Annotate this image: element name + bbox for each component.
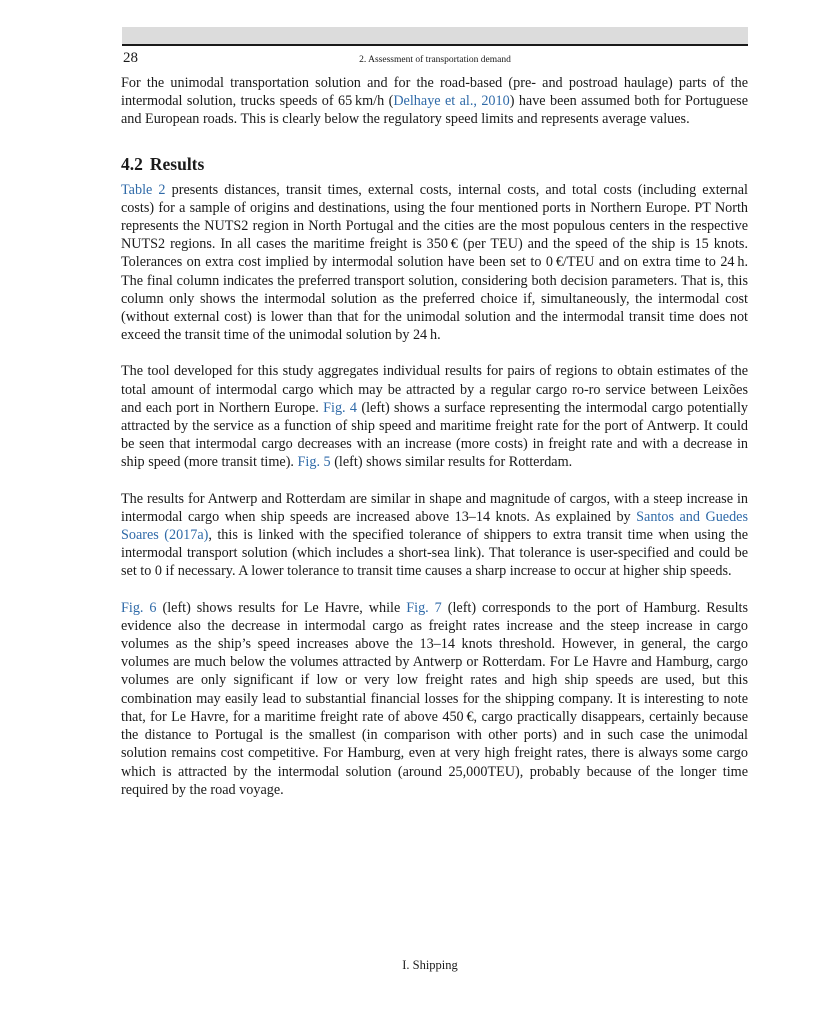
intro-text-2: ) have been assumed both for Portuguese and European roads. This is clearly below the regulatory speed limits and represents average values. (121, 93, 749, 128)
results-paragraph-4 (121, 599, 748, 799)
intro-paragraph (121, 74, 748, 129)
results-paragraph-3-text-2: , this is linked with the specified tolerance of shippers to extra transit time when using the intermodal transport solution (which includes a short-sea link). That tolerance is user-specified and could be set to 0 if necessary. A lower tolerance to transit time causes a sharp increase to occur at higher ship speeds. (121, 527, 748, 580)
section-heading (121, 153, 748, 175)
results-paragraph-4-text-1: (left) shows results for Le Havre, while (156, 599, 407, 616)
footer-part-label: I. Shipping (402, 958, 458, 972)
page-body (121, 74, 748, 799)
results-paragraph-2 (121, 362, 748, 471)
results-paragraph-1 (121, 181, 748, 345)
running-head: 2. Assessment of transportation demand (359, 55, 511, 65)
header-rule (122, 44, 748, 46)
results-paragraph-3 (121, 490, 748, 581)
results-paragraph-2-text-2: (left) shows a surface representing the intermodal cargo potentially attracted by the service as a function of ship speed and maritime freight rate for the port of Antwerp. It could be seen that intermodal cargo decreases with an increase (more costs) in freight rate and with a decrease in ship speed (more transit time). (121, 399, 748, 471)
citation-link-santos[interactable]: Santos and Guedes Soares (2017a) (121, 508, 748, 544)
fig-5-link[interactable]: Fig. 5 (297, 454, 331, 471)
table-2-link[interactable]: Table 2 (121, 181, 166, 198)
page-number: 28 (123, 50, 138, 66)
results-paragraph-4-text-2: (left) corresponds to the port of Hamburg. Results evidence also the decrease in intermodal cargo as freight rates increase and the steep increase in cargo volumes as the ship’s speed increases above the 13–14 knots threshold. However, in general, the cargo volumes are much below the volumes attracted by Antwerp or Rotterdam. For Le Havre and Hamburg, cargo volumes are only significant if low or very low freight rates and high ship speeds are used, but this combination may easily lead to substantial financial losses for the shipping company. It is interesting to note that, for Le Havre, for a maritime freight rate of above 450 €, cargo practically disappears, certainly because the distance to Portugal is the smallest (in comparison with other ports) and in such case the unimodal solution remains cost competitive. For Hamburg, even at very high freight rates, there is always some cargo which is attracted by the intermodal solution (around 25,000TEU), probably because of the longer time required by the road voyage. (121, 599, 748, 798)
section-title: Results (149, 153, 205, 174)
fig-7-link[interactable]: Fig. 7 (406, 599, 442, 616)
fig-6-link[interactable]: Fig. 6 (121, 599, 157, 616)
citation-link-delhaye[interactable]: Delhaye et al., 2010 (393, 93, 510, 110)
results-paragraph-3-text-1: The results for Antwerp and Rotterdam are similar in shape and magnitude of cargos, with a steep increase in intermodal cargo when ship speeds are increased above 13–14 knots. As explained by (121, 490, 748, 525)
intro-text-1: For the unimodal transportation solution and for the road-based (pre- and postroad haulage) parts of the intermodal solution, trucks speeds of 65 km/h ( (121, 75, 748, 110)
header-band (122, 27, 748, 44)
section-number: 4.2 (121, 153, 143, 174)
results-paragraph-2-text-1: The tool developed for this study aggregates individual results for pairs of regions to obtain estimates of the total amount of intermodal cargo which may be attracted by a regular cargo ro-ro service between Leixões and each port in Northern Europe. (121, 363, 748, 416)
results-paragraph-1-text: presents distances, transit times, external costs, internal costs, and total costs (including external costs) for a sample of origins and destinations, using the four mentioned ports in Northern Europe. PT North represents the NUTS2 region in North Portugal and the cities are the most populous centers in the respective NUTS2 regions. In all cases the maritime freight is 350 € (per TEU) and the speed of the ship is 15 knots. Tolerances on extra cost implied by intermodal solution have been set to 0 €/TEU and on extra time to 24 h. The final column indicates the preferred transport solution, considering both decision parameters. That is, this column only shows the intermodal solution as the preferred choice if, simultaneously, the intermodal cost (without external cost) is lower than that for the unimodal solution and the intermodal transit time does not exceed the transit time of the unimodal solution by 24 h. (121, 181, 748, 344)
results-paragraph-2-text-3: (left) shows similar results for Rotterdam. (330, 454, 573, 471)
fig-4-link[interactable]: Fig. 4 (323, 399, 358, 416)
